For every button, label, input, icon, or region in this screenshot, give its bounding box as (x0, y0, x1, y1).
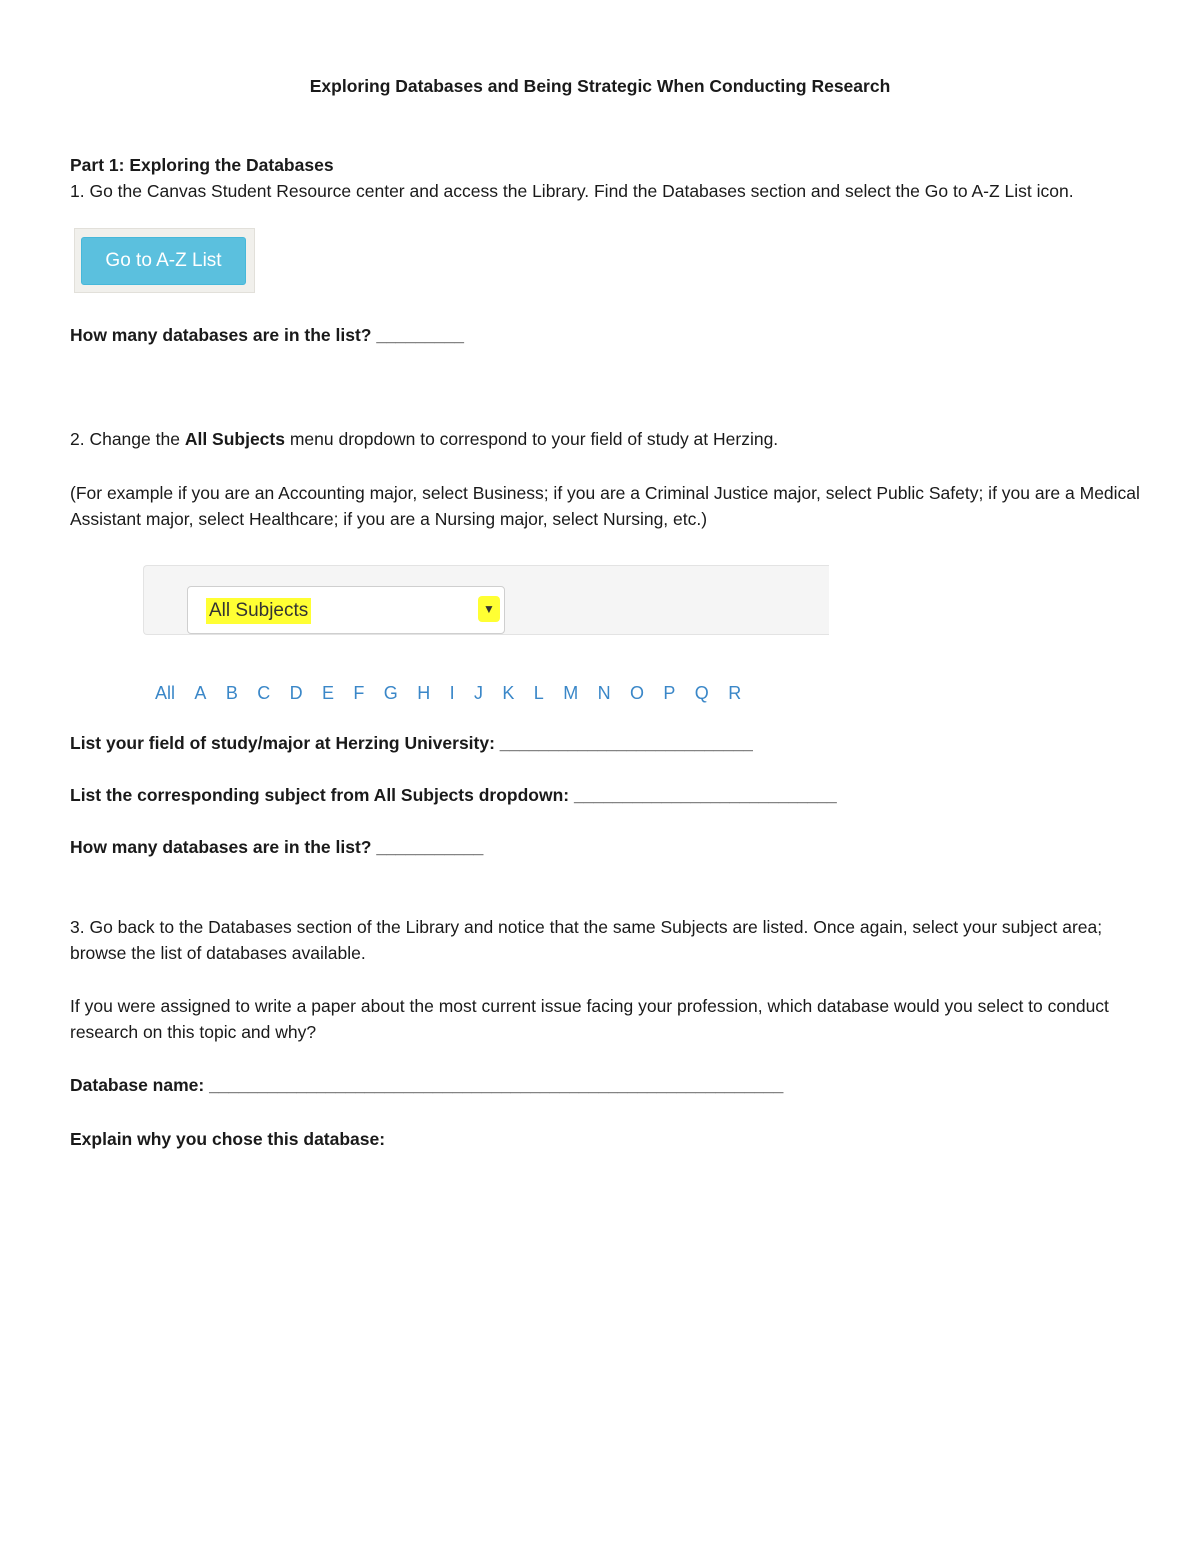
chevron-down-icon[interactable]: ▼ (478, 596, 500, 622)
letter-link-i[interactable]: I (449, 683, 455, 703)
letter-link-m[interactable]: M (563, 683, 579, 703)
question-corresponding-subject: List the corresponding subject from All Subjects dropdown: ___________________________ (70, 785, 837, 805)
letter-link-j[interactable]: J (474, 683, 483, 703)
subjects-filter-panel (143, 565, 829, 635)
step2-instructions (70, 426, 778, 452)
step2-all-subjects: All Subjects (184, 429, 285, 449)
step2-example: (For example if you are an Accounting major, select Business; if you are a Criminal Justice major, select Public Safety; if you are a Medical Assistant major, select Healthcare; if you are a Nursing major, select Nursing, etc.) (70, 483, 1140, 529)
letter-link-a[interactable]: A (194, 683, 207, 703)
letter-link-all[interactable]: All (155, 683, 176, 703)
letter-link-l[interactable]: L (533, 683, 544, 703)
part1-heading: Part 1: Exploring the Databases (70, 155, 334, 175)
dropdown-selected-value: All Subjects (206, 598, 311, 624)
question-database-count-2: How many databases are in the list? ___________ (70, 837, 484, 857)
letter-link-o[interactable]: O (629, 683, 644, 703)
letter-link-b[interactable]: B (225, 683, 238, 703)
question-explain-choice: Explain why you chose this database: (70, 1129, 386, 1149)
question-database-name: Database name: ___________________________________________________________ (70, 1075, 784, 1095)
question-field-of-study: List your field of study/major at Herzing University: __________________________ (70, 733, 753, 753)
letter-link-k[interactable]: K (502, 683, 515, 703)
all-subjects-dropdown[interactable] (187, 586, 505, 634)
letter-link-g[interactable]: G (383, 683, 398, 703)
letter-link-e[interactable]: E (322, 683, 335, 703)
alphabet-filter (155, 679, 829, 709)
letter-link-r[interactable]: R (728, 683, 742, 703)
step3-instructions: 3. Go back to the Databases section of the Library and notice that the same Subjects are listed. Once again, select your subject area; browse the list of databases available. (70, 917, 1103, 963)
letter-link-p[interactable]: P (663, 683, 676, 703)
letter-link-d[interactable]: D (289, 683, 303, 703)
step2-suffix: menu dropdown to correspond to your field of study at Herzing. (284, 429, 779, 449)
az-button-screenshot (74, 228, 255, 293)
letter-link-f[interactable]: F (353, 683, 365, 703)
letter-link-h[interactable]: H (417, 683, 431, 703)
step2-prefix: 2. Change the (70, 429, 185, 449)
step3-prompt: If you were assigned to write a paper about the most current issue facing your profession, which database would you select to conduct research on this topic and why? (70, 996, 1109, 1042)
document-title: Exploring Databases and Being Strategic When Conducting Research (309, 76, 891, 96)
question-database-count-1: How many databases are in the list? _________ (70, 325, 464, 345)
go-to-az-list-button[interactable]: Go to A-Z List (81, 237, 246, 285)
letter-link-q[interactable]: Q (694, 683, 709, 703)
letter-link-n[interactable]: N (597, 683, 611, 703)
letter-link-c[interactable]: C (257, 683, 271, 703)
step1-instructions: 1. Go the Canvas Student Resource center and access the Library. Find the Databases section and select the Go to A-Z List icon. (70, 181, 1074, 201)
